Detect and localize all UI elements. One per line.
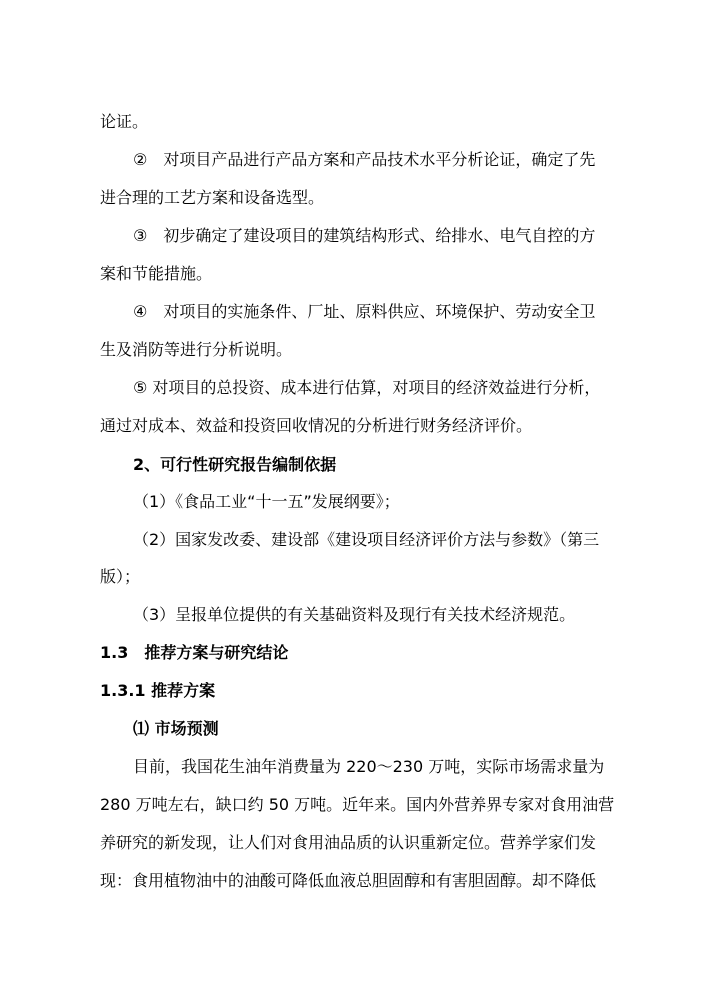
text-line: 现：食用植物油中的油酸可降低血液总胆固醇和有害胆固醇。却不降低 [100,871,597,890]
text-line: ② 对项目产品进行产品方案和产品技术水平分析论证，确定了先 [133,150,596,169]
text-line: 版）； [100,567,141,586]
subsection-heading: ⑴ 市场预测 [133,719,219,738]
text-line: ③ 初步确定了建设项目的建筑结构形式、给排水、电气自控的方 [133,226,596,245]
text-line: 养研究的新发现，让人们对食用油品质的认识重新定位。营养学家们发 [100,833,597,852]
subsection-heading: 1.3.1 推荐方案 [100,681,216,700]
text-line: 进合理的工艺方案和设备选型。 [100,188,325,207]
text-line: （3）呈报单位提供的有关基础资料及现行有关技术经济规范。 [133,605,576,624]
text-line: 280 万吨左右，缺口约 50 万吨。近年来。国内外营养界专家对食用油营 [100,795,615,814]
text-line: （2）国家发改委、建设部《建设项目经济评价方法与参数》（第三 [133,530,600,549]
text-line: ④ 对项目的实施条件、厂址、原料供应、环境保护、劳动安全卫 [133,302,596,321]
text-line: 通过对成本、效益和投资回收情况的分析进行财务经济评价。 [100,416,533,435]
text-line: 案和节能措施。 [100,264,213,283]
section-heading: 2、可行性研究报告编制依据 [133,455,337,474]
text-line: 目前，我国花生油年消费量为 220～230 万吨，实际市场需求量为 [133,757,605,776]
text-line: 生及消防等进行分析说明。 [100,340,293,359]
text-line: （1）《食品工业“十一五”发展纲要》； [133,492,400,511]
text-line: ⑤ 对项目的总投资、成本进行估算，对项目的经济效益进行分析， [133,378,601,397]
section-heading: 1.3 推荐方案与研究结论 [100,643,289,662]
text-line: 论证。 [100,112,149,131]
